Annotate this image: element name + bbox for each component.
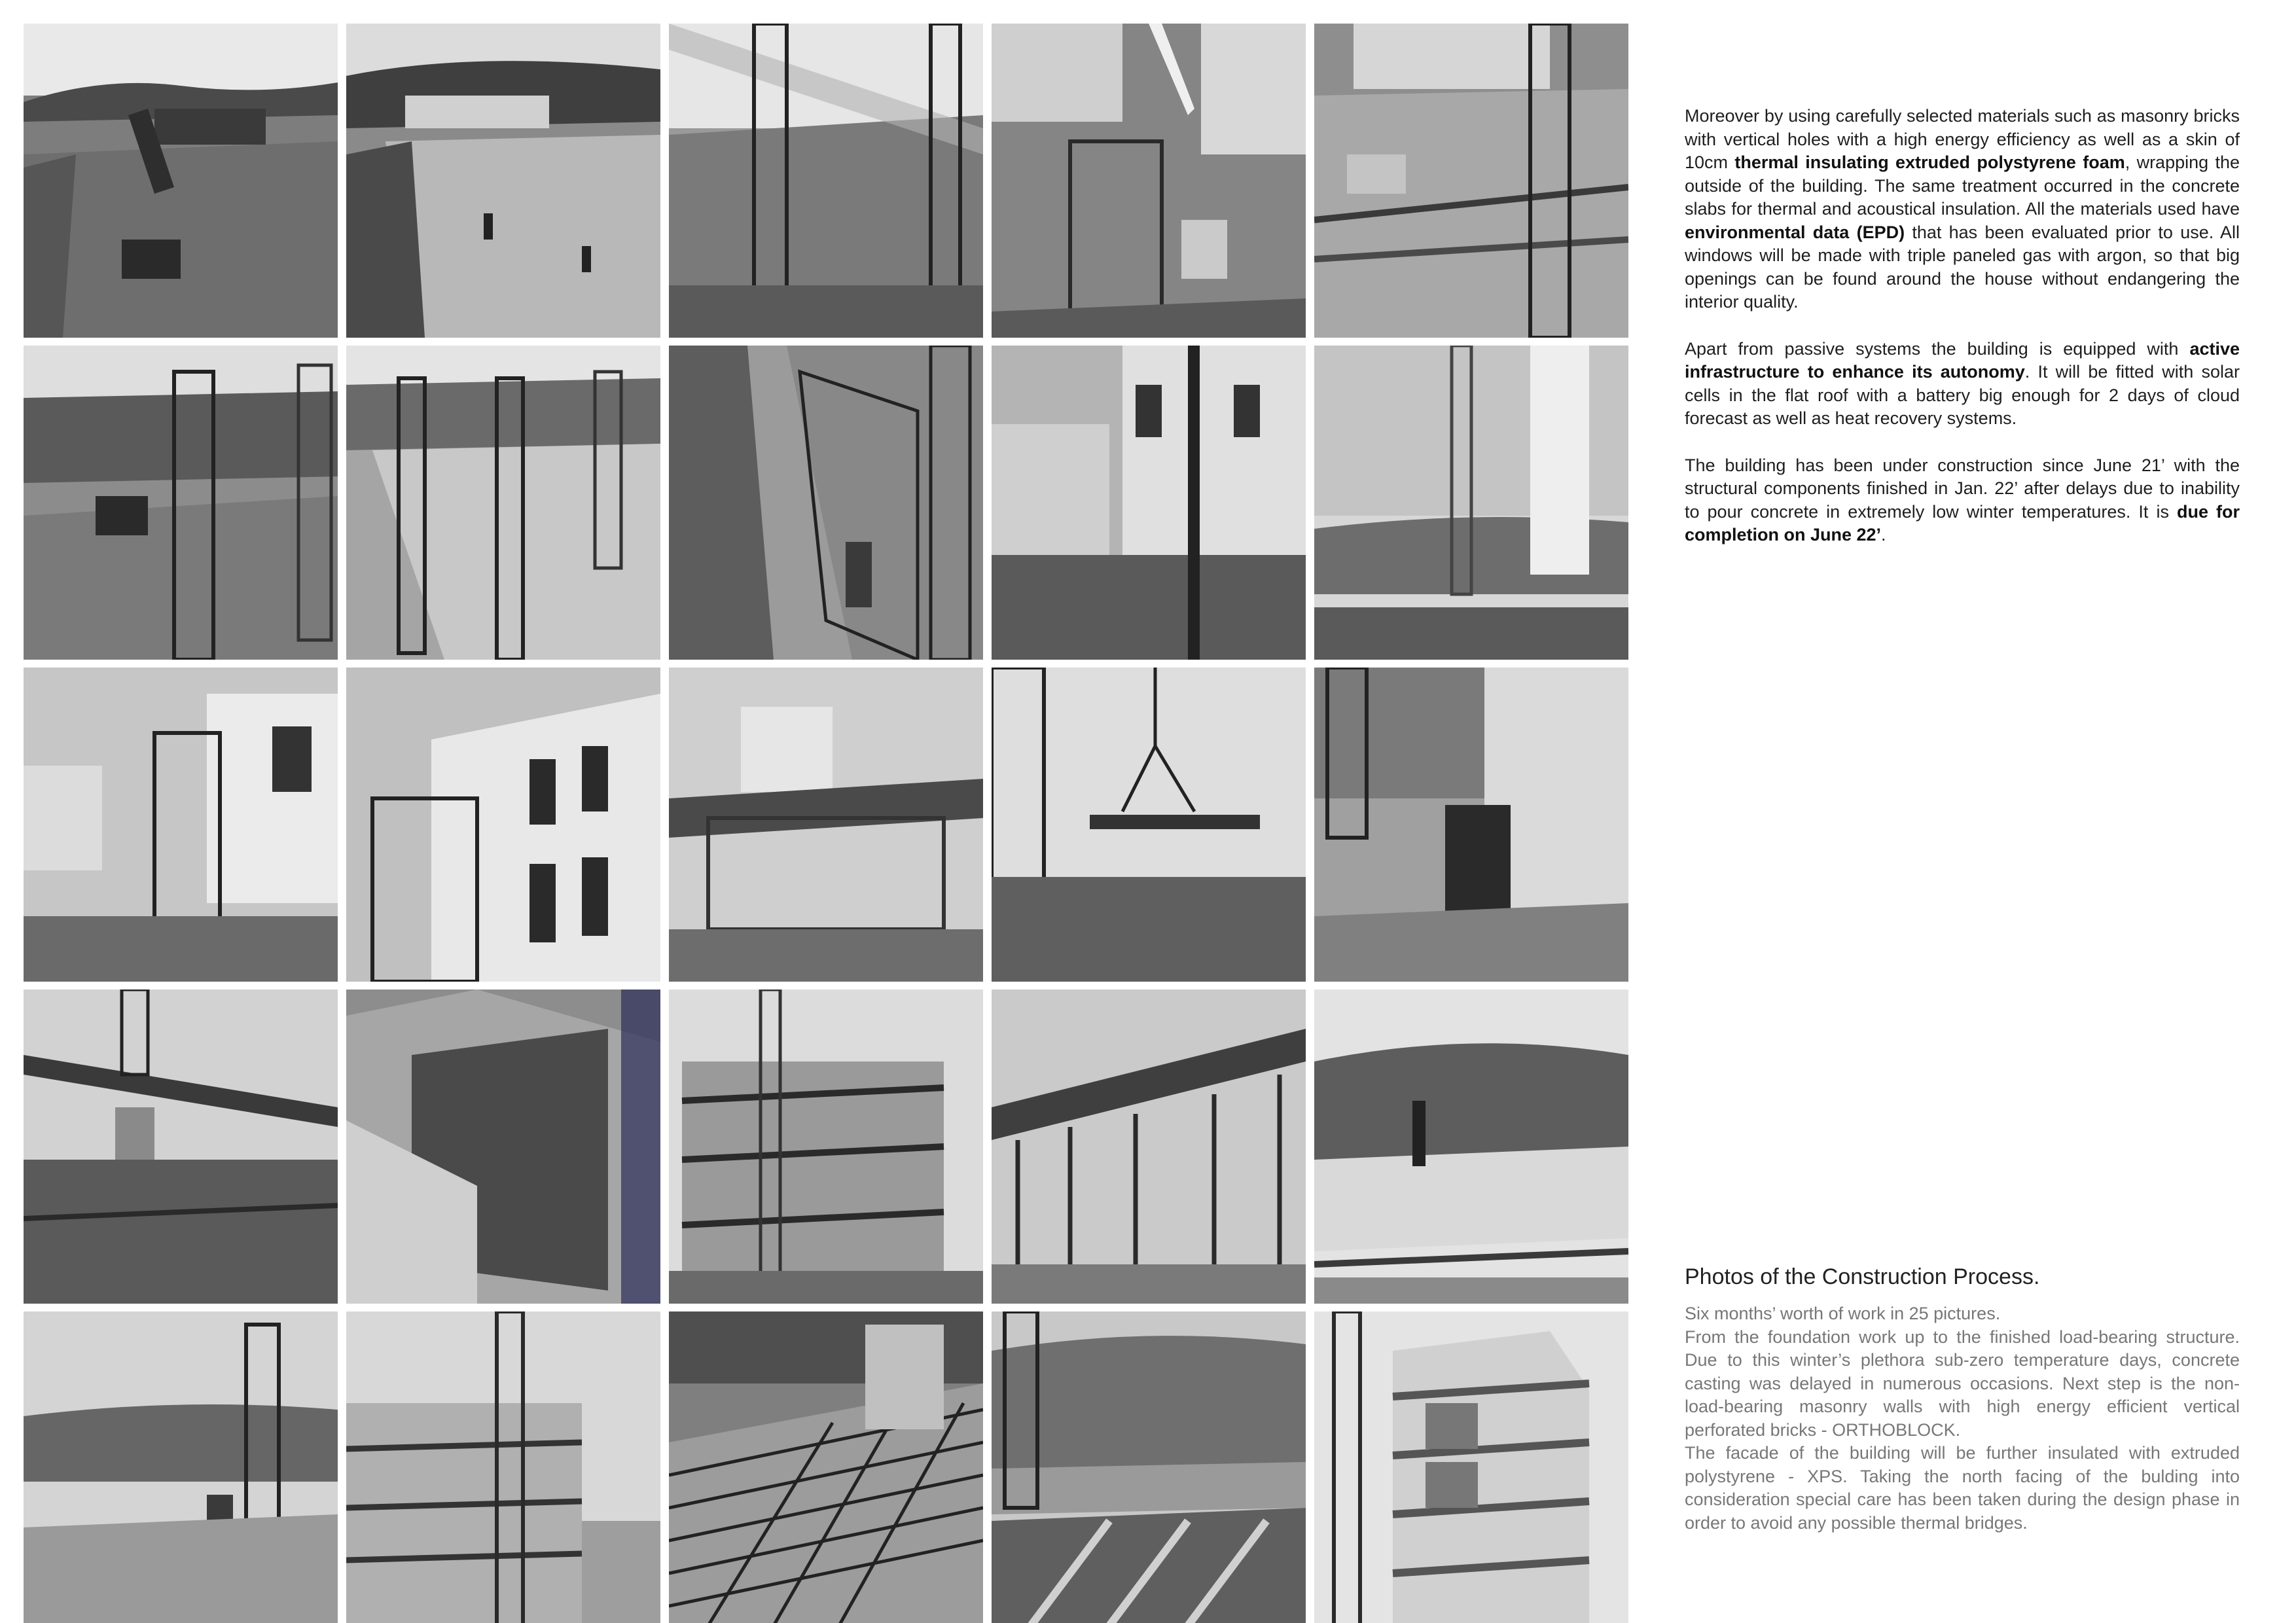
construction-photo (669, 990, 983, 1304)
construction-photo (669, 1311, 983, 1623)
workers-neighbour-house-photo-icon (992, 346, 1306, 660)
construction-photo (346, 1311, 660, 1623)
construction-photo (992, 346, 1306, 660)
scaffold-stairs-photo-icon (24, 668, 338, 982)
construction-photo (346, 24, 660, 338)
foundation-trench-photo-icon (346, 24, 660, 338)
construction-photo (24, 668, 338, 982)
caption-title: Photos of the Construction Process. (1685, 1264, 2040, 1289)
construction-photo (992, 1311, 1306, 1623)
caption-line: Six months’ worth of work in 25 pictures. (1685, 1304, 2001, 1323)
concrete-pump-photo-icon (992, 24, 1306, 338)
construction-photo (1314, 346, 1628, 660)
construction-photo (1314, 990, 1628, 1304)
beam-formwork-photo-icon (24, 990, 338, 1304)
intro-text (1685, 105, 2240, 571)
crane-sky-photo-icon (1314, 346, 1628, 660)
finished-structure-photo-icon (1314, 1311, 1628, 1623)
photo-caption (1685, 1263, 2240, 1535)
construction-photo (346, 990, 660, 1304)
construction-photo (24, 1311, 338, 1623)
stairwell-void-photo-icon (346, 990, 660, 1304)
construction-photo (346, 346, 660, 660)
construction-photo (992, 668, 1306, 982)
construction-photo (1314, 1311, 1628, 1623)
construction-photo (669, 668, 983, 982)
slab-props-photo-icon (992, 990, 1306, 1304)
valley-view-formwork-photo-icon (992, 1311, 1306, 1623)
construction-timeline-paragraph: The building has been under construction since June 21’ with the structural components finished in Jan. 22’ after delays due to inability to pour concrete in extremely low winter temperatures. It is due for completion on June 22’. (1685, 455, 2240, 544)
construction-photo-grid (24, 24, 1628, 1623)
crane-lift-photo-icon (992, 668, 1306, 982)
construction-photo (24, 346, 338, 660)
construction-photo (992, 24, 1306, 338)
site-bobcat-photo-icon (24, 346, 338, 660)
construction-photo (669, 346, 983, 660)
materials-paragraph: Moreover by using carefully selected materials such as masonry bricks with vertical holes with a high energy efficiency as well as a skin of 10cm thermal insulating extruded polystyrene foam, wrapping the outside of the building. The same treatment occurred in the concrete slabs for thermal and acoustical insulation. All the materials used have environmental data (EPD) that has been evaluated prior to use. All windows will be made with triple paneled gas with argon, so that big openings can be found around the house without endangering the interior quality. (1685, 106, 2240, 312)
active-systems-paragraph: Apart from passive systems the building is equipped with active infrastructure to enhance its autonomy. It will be fitted with solar cells in the flat roof with a battery big enough for 2 days of cloud forecast as well as heat recovery systems. (1685, 338, 2240, 428)
frame-with-crane-photo-icon (346, 1311, 660, 1623)
rooftop-rebar-photo-icon (24, 1311, 338, 1623)
excavation-photo-icon (24, 24, 338, 338)
construction-photo (992, 990, 1306, 1304)
caption-line: From the foundation work up to the finished load-bearing structure. Due to this winter’s plethora sub-zero temperature days, concrete casting was delayed in numerous occasions. Next step is the non-load-bearing masonry walls with high energy efficient vertical perforated bricks - ORTHOBLOCK. (1685, 1327, 2240, 1440)
construction-photo (346, 668, 660, 982)
formwork-pit-photo-icon (1314, 24, 1628, 338)
multi-storey-frame-photo-icon (669, 990, 983, 1304)
slab-rebar-mesh-photo-icon (669, 1311, 983, 1623)
slab-deck-hills-photo-icon (1314, 990, 1628, 1304)
construction-photo (669, 24, 983, 338)
construction-photo (24, 24, 338, 338)
scaffold-facade-photo-icon (346, 668, 660, 982)
construction-photo (24, 990, 338, 1304)
rebar-columns-photo-icon (669, 24, 983, 338)
column-formwork-photo-icon (1314, 668, 1628, 982)
first-floor-frame-photo-icon (669, 668, 983, 982)
foundation-slab-photo-icon (346, 346, 660, 660)
construction-photo (1314, 668, 1628, 982)
caption-line: The facade of the building will be further insulated with extruded polystyrene - XPS. Taking the north facing of the bulding into consideration special care has been taken during the design phase in order to avoid any possible thermal bridges. (1685, 1443, 2240, 1533)
construction-photo (1314, 24, 1628, 338)
retaining-wall-rebar-photo-icon (669, 346, 983, 660)
